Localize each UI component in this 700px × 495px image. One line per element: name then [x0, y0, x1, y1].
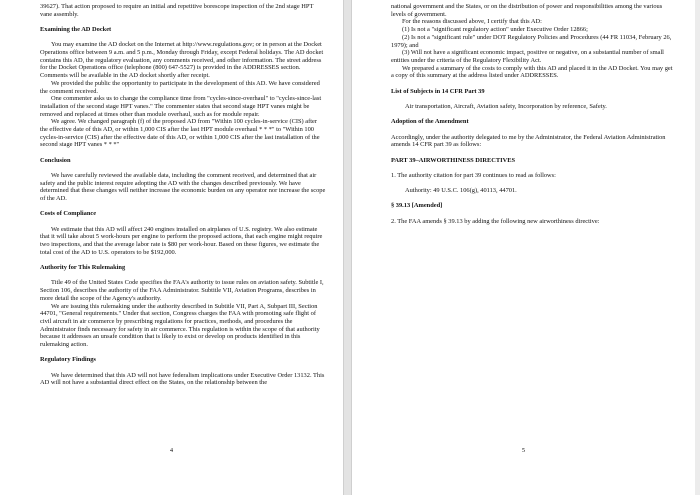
citation-paragraph: 1. The authority citation for part 39 continues to read as follows:	[391, 171, 556, 179]
heading-adoption: Adoption of the Amendment	[391, 118, 469, 126]
subjects-paragraph: Air transportation, Aircraft, Aviation safety, Incorporation by reference, Safety.	[405, 102, 607, 110]
certify-paragraph: For the reasons discussed above, I certify that this AD:	[402, 18, 542, 26]
heading-examining-docket: Examining the AD Docket	[40, 26, 112, 33]
page-number: 4	[169, 447, 174, 454]
continuation-paragraph: national government and the States, or on the distribution of power and responsibilities among the various levels of government.	[391, 3, 663, 18]
heading-part-39: PART 39–AIRWORTHINESS DIRECTIVES	[391, 156, 516, 164]
continuation-paragraph: 39627). That action proposed to require an initial and repetitive borescope inspection of the 2nd stage HPT vane assembly.	[40, 3, 314, 18]
conclusion-paragraph: We have carefully reviewed the available data, including the comment received, and determined that air safety and the public interest require adopting the AD with the changes described previously. We have determined that these changes will neither increase the economic burden on any operator nor increase the scope of the AD.	[40, 172, 326, 203]
agree-paragraph: We agree. We changed paragraph (f) of the proposed AD from "Within 100 cycles-in-service (CIS) after the effective date of this AD, or within 1,000 CIS after the last HPT module overhaul * * *" to "Within 100 cycles-in-service (CIS) after the effective date of this AD, or within 1,000 CIS after the last installation of the second stage HPT vanes * * *"	[40, 118, 320, 149]
amends-paragraph: 2. The FAA amends § 39.13 by adding the following new airworthiness directive:	[391, 217, 600, 225]
heading-section-39-13: § 39.13 [Amended]	[391, 202, 443, 210]
page-separator	[343, 0, 352, 495]
public-paragraph: We provided the public the opportunity to participate in the development of this AD. We have considered the comment received.	[40, 79, 320, 95]
docket-paragraph: You may examine the AD docket on the Internet at http://www.regulations.gov; or in person at the Docket Operations office between 9 a.m. and 5 p.m., Monday through Friday, except Federal holidays. The AD docket contains this AD, the regulatory evaluation, any comments received, and other information. The street address for the Docket Operations office (telephone (800) 647-5527) is provided in the ADDRESSES section. Comments will be available in the AD docket shortly after receipt.	[40, 41, 324, 80]
certify-item-1: (1) Is not a "significant regulatory action" under Executive Order 12866;	[402, 26, 588, 34]
costs-paragraph: We estimate that this AD will affect 240 engines installed on airplanes of U.S. registry. We also estimate that it will take about 5 work-hours per engine to perform the proposed actions, that each engine might require two inspections, and that the average labor rate is $80 per work-hour. Based on these figures, we estimate the total cost of the AD to U.S. operators to be $192,000.	[40, 225, 323, 256]
federalism-paragraph: We have determined that this AD will not have federalism implications under Executive Order 13132. This AD will not have a substantial direct effect on the States, on the relationship between the	[40, 371, 325, 387]
heading-conclusion: Conclusion	[40, 156, 71, 164]
adoption-paragraph: Accordingly, under the authority delegated to me by the Administrator, the Federal Aviation Administration amends 14 CFR part 39 as follows:	[391, 133, 666, 149]
certify-item-2: (2) Is not a "significant rule" under DOT Regulatory Policies and Procedures (44 FR 11034, February 26, 1979); and	[391, 33, 672, 49]
heading-list-of-subjects: List of Subjects in 14 CFR Part 39	[391, 87, 485, 95]
heading-regulatory-findings: Regulatory Findings	[40, 356, 96, 364]
page-4	[0, 0, 343, 495]
page-5	[352, 0, 695, 495]
heading-costs-of-compliance: Costs of Compliance	[40, 210, 97, 218]
heading-authority: Authority for This Rulemaking	[40, 264, 126, 272]
title49-paragraph: Title 49 of the United States Code specifies the FAA's authority to issue rules on aviation safety. Subtitle I, Section 106, describes the authority of the FAA Administrator. Subtitle VII, Aviation Programs, describes in more detail the scope of the Agency's authority.	[40, 279, 324, 302]
certify-item-3: (3) Will not have a significant economic impact, positive or negative, on a substantial number of small entities under the criteria of the Regulatory Flexibility Act.	[391, 49, 664, 64]
issuing-paragraph: We are issuing this rulemaking under the authority described in Subtitle VII, Part A, Subpart III, Section 44701, "General requirements." Under that section, Congress charges the FAA with promoting safe flight of civil aircraft in air commerce by prescribing regulations for practices, methods, and procedures the Administrator finds necessary for safety in air commerce. This regulation is within the scope of that authority because it addresses an unsafe condition that is likely to exist or develop on products identified in this rulemaking action.	[40, 302, 320, 349]
page-number: 5	[521, 447, 526, 454]
authority-citation: Authority: 49 U.S.C. 106(g), 40113, 44701.	[405, 187, 517, 195]
summary-paragraph: We prepared a summary of the costs to comply with this AD and placed it in the AD Docket. You may get a copy of this summary at the address listed under ADDRESSES.	[391, 64, 673, 80]
commenter-paragraph: One commenter asks us to change the compliance time from "cycles-since-overhaul" to "cycles-since-last installation of the second stage HPT vanes." The commenter states that second stage HPT vanes might be removed and replaced at times other than module overhaul, such as for module repair.	[40, 95, 322, 118]
